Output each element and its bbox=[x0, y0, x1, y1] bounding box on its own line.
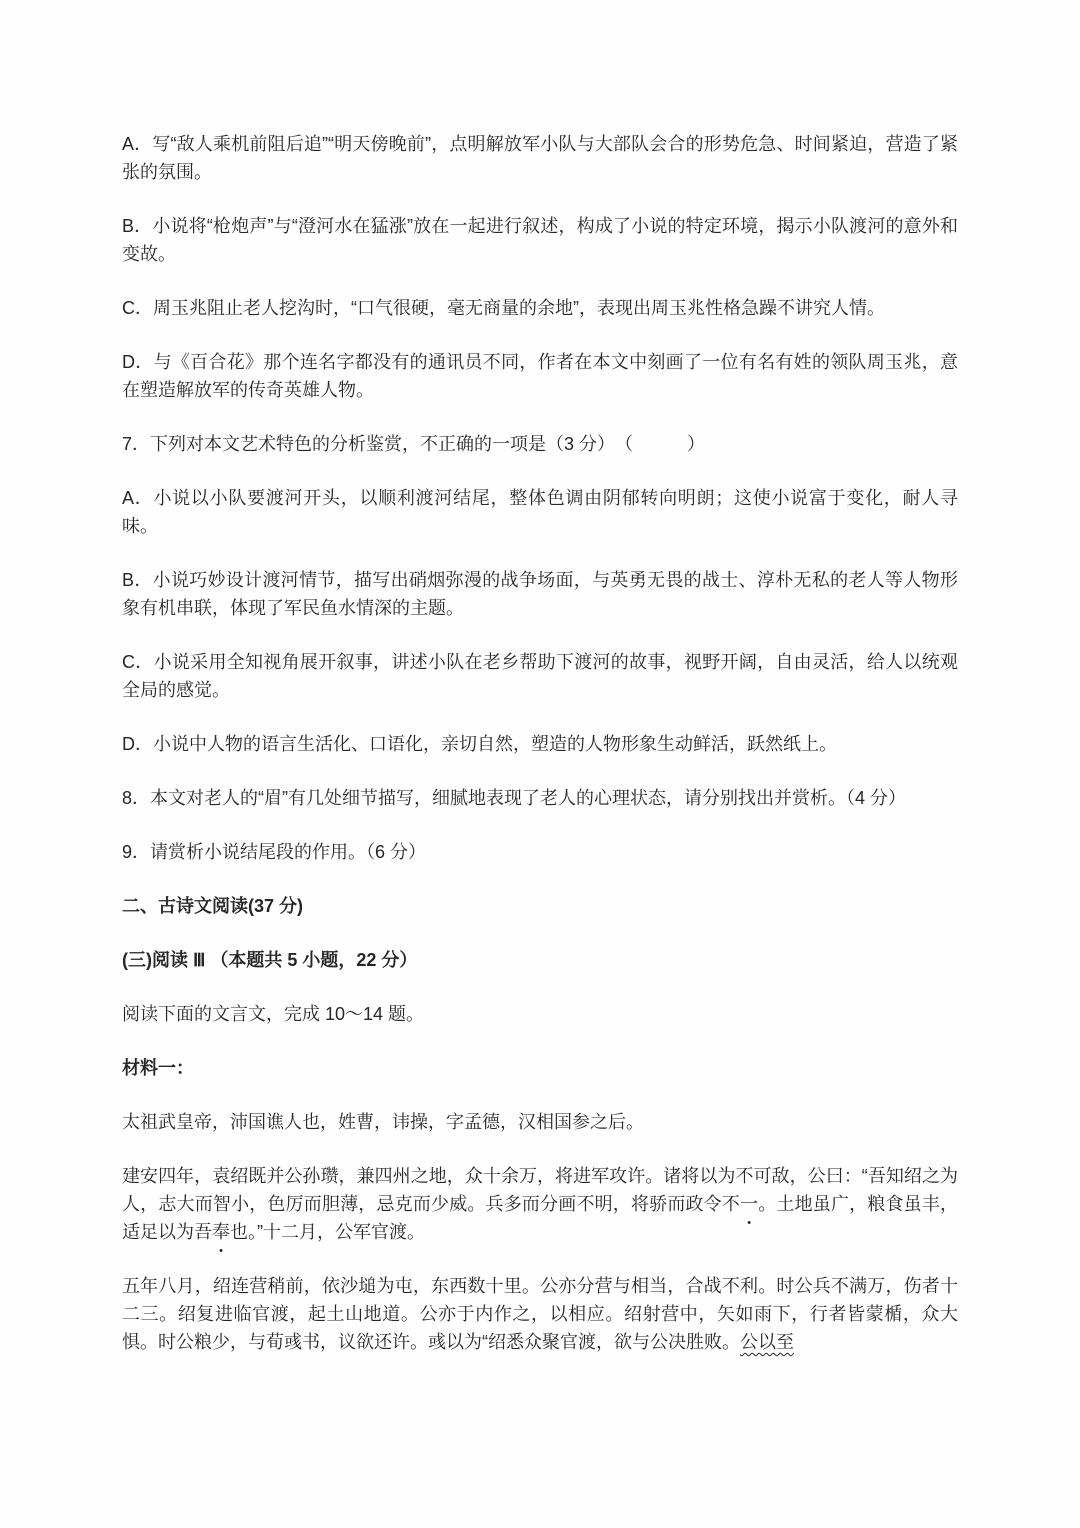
reading-instruction: 阅读下面的文言文，完成 10～14 题。 bbox=[122, 1004, 425, 1024]
emphasis-dot-char: 一 bbox=[740, 1194, 759, 1214]
emphasis-dot-char: 奉 bbox=[212, 1222, 230, 1242]
material-paragraph-2 bbox=[122, 1162, 958, 1246]
question-7: 7．下列对本文艺术特色的分析鉴赏，不正确的一项是（3 分） （ ） bbox=[122, 434, 706, 454]
q7-option-a: A．小说以小队要渡河开头，以顺利渡河结尾，整体色调由阴郁转向明朗；这使小说富于变化，耐人寻味。 bbox=[122, 488, 958, 536]
text-segment: 五年八月，绍连营稍前，依沙塠为屯，东西数十里。公亦分营与相当，合战不利。时公兵不满万，伤者十二三。绍复进临官渡，起土山地道。公亦于内作之，以相应。绍射营中，矢如雨下，行者皆蒙楯，众大惧。时公粮少，与荀彧书，议欲还许。彧以为“绍悉众聚官渡，欲与公决胜败。 bbox=[122, 1276, 958, 1352]
question-8: 8．本文对老人的“眉”有几处细节描写，细腻地表现了老人的心理状态，请分别找出并赏析。（4 分） bbox=[122, 788, 907, 808]
section-heading: 二、古诗文阅读(37 分) bbox=[122, 896, 304, 916]
q7-option-b: B．小说巧妙设计渡河情节，描写出硝烟弥漫的战争场面，与英勇无畏的战士、淳朴无私的老人等人物形象有机串联，体现了军民鱼水情深的主题。 bbox=[122, 570, 958, 618]
q6-option-b: B．小说将“枪炮声”与“澄河水在猛涨”放在一起进行叙述，构成了小说的特定环境，揭示小队渡河的意外和变故。 bbox=[122, 216, 958, 264]
material-paragraph-1: 太祖武皇帝，沛国谯人也，姓曹，讳操，字孟德，汉相国参之后。 bbox=[122, 1112, 644, 1132]
q7-option-d: D．小说中人物的语言生活化、口语化，亲切自然，塑造的人物形象生动鲜活，跃然纸上。 bbox=[122, 734, 837, 754]
q6-option-d: D．与《百合花》那个连名字都没有的通讯员不同，作者在本文中刻画了一位有名有姓的领队周玉兆，意在塑造解放军的传奇英雄人物。 bbox=[122, 352, 958, 400]
text-segment: 也。”十二月，公军官渡。 bbox=[230, 1222, 425, 1242]
q6-option-c: C．周玉兆阻止老人挖沟时，“口气很硬，毫无商量的余地”，表现出周玉兆性格急躁不讲究人情。 bbox=[122, 298, 885, 318]
q6-option-a: A．写“敌人乘机前阻后追”“明天傍晚前”，点明解放军小队与大部队会合的形势危急、时间紧迫，营造了紧张的氛围。 bbox=[122, 134, 958, 182]
text-segment: 。土地虽广，粮食虽丰，适足以为吾 bbox=[122, 1194, 959, 1242]
text-segment: 建安四年，袁绍既并公孙瓒，兼四州之地，众十余万，将进军攻许。诸将以为不可敌，公曰：“吾知绍之为人，志大而智小，色厉而胆薄，忌克而少威。兵多而分画不明，将骄而政令不 bbox=[122, 1166, 958, 1214]
q7-option-c: C．小说采用全知视角展开叙事，讲述小队在老乡帮助下渡河的故事，视野开阔，自由灵活，给人以统观全局的感觉。 bbox=[122, 652, 958, 700]
subsection-heading: (三)阅读 Ⅲ （本题共 5 小题，22 分） bbox=[122, 950, 418, 970]
wavy-underline-phrase: 公以至 bbox=[740, 1332, 794, 1352]
question-9: 9．请赏析小说结尾段的作用。（6 分） bbox=[122, 842, 427, 862]
material-paragraph-3 bbox=[122, 1272, 958, 1356]
material-one-heading: 材料一： bbox=[122, 1058, 194, 1078]
